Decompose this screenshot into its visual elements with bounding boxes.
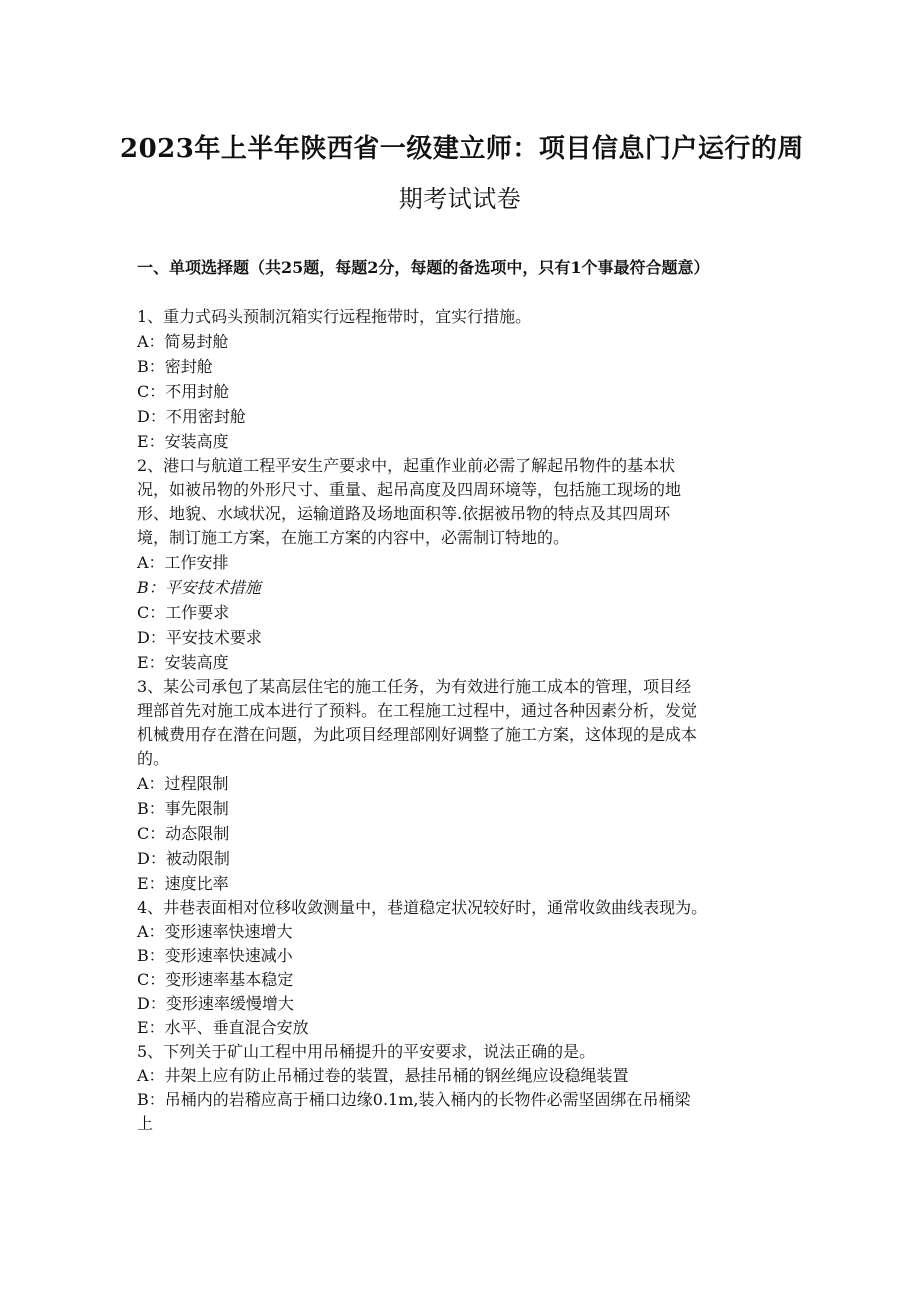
option-b: B：变形速率快速减小 <box>137 946 293 965</box>
question-5 <box>137 1040 797 1136</box>
question-stem: 1、重力式码头预制沉箱实行远程拖带时，宜实行措施。 <box>137 307 532 326</box>
option-b: B：吊桶内的岩稽应高于桶口边缘0.1m,装入桶内的长物件必需坚固绑在吊桶梁 <box>137 1090 691 1109</box>
question-stem-line: 的。 <box>137 749 170 768</box>
question-3-options <box>137 771 797 896</box>
option-b: B：平安技术措施 <box>137 578 261 597</box>
option-a: A：变形速率快速增大 <box>137 922 293 941</box>
section-header: 一、单项选择题（共25题，每题2分，每题的备选项中，只有1个事最符合题意） <box>137 258 710 277</box>
option-b-continued: 上 <box>137 1114 154 1133</box>
option-c: C：不用封舱 <box>137 382 230 401</box>
doc-title-line-2: 期考试试卷 <box>398 185 522 213</box>
question-list <box>137 304 797 1136</box>
option-c: C：动态限制 <box>137 824 230 843</box>
question-stem-line: 理部首先对施工成本进行了预料。在工程施工过程中，通过各种因素分析，发觉 <box>137 701 698 720</box>
question-stem: 4、井巷表面相对位移收敛测量中，巷道稳定状况较好时，通常收敛曲线表现为。 <box>137 898 708 917</box>
option-a: A：简易封舱 <box>137 332 229 351</box>
question-2-options <box>137 550 797 675</box>
question-stem-line: 况，如被吊物的外形尺寸、重量、起吊高度及四周环境等，包括施工现场的地 <box>137 480 682 499</box>
question-stem-line: 境，制订施工方案，在施工方案的内容中，必需制订特地的。 <box>137 528 570 547</box>
doc-title-line-1: 2023年上半年陕西省一级建立师：项目信息门户运行的周 <box>120 134 804 164</box>
option-e: E：安装高度 <box>137 432 229 451</box>
option-d: D：不用密封舱 <box>137 407 246 426</box>
option-c: C：变形速率基本稳定 <box>137 970 294 989</box>
question-2 <box>137 454 797 550</box>
option-a: A：井架上应有防止吊桶过卷的装置，悬挂吊桶的钢丝绳应设稳绳装置 <box>137 1066 629 1085</box>
question-3 <box>137 675 797 771</box>
question-stem-line: 3、某公司承包了某高层住宅的施工任务，为有效进行施工成本的管理，项目经 <box>137 677 692 696</box>
option-e: E：速度比率 <box>137 874 229 893</box>
option-d: D：平安技术要求 <box>137 628 262 647</box>
option-a: A：工作安排 <box>137 553 229 572</box>
option-d: D：变形速率缓慢增大 <box>137 994 294 1013</box>
option-d: D：被动限制 <box>137 849 230 868</box>
question-4 <box>137 896 797 1040</box>
question-stem-line: 形、地貌、水域状况，运输道路及场地面积等.依据被吊物的特点及其四周环 <box>137 504 671 523</box>
question-stem-line: 机械费用存在潜在问题，为此项目经理部刚好调整了施工方案，这体现的是成本 <box>137 725 698 744</box>
option-b: B：事先限制 <box>137 799 229 818</box>
option-c: C：工作要求 <box>137 603 230 622</box>
option-e: E：安装高度 <box>137 653 229 672</box>
option-e: E：水平、垂直混合安放 <box>137 1018 309 1037</box>
question-stem: 5、下列关于矿山工程中用吊桶提升的平安要求，说法正确的是。 <box>137 1042 596 1061</box>
question-1 <box>137 304 797 454</box>
option-b: B：密封舱 <box>137 357 213 376</box>
question-stem-line: 2、港口与航道工程平安生产要求中，起重作业前必需了解起吊物件的基本状 <box>137 456 676 475</box>
option-a: A：过程限制 <box>137 774 229 793</box>
